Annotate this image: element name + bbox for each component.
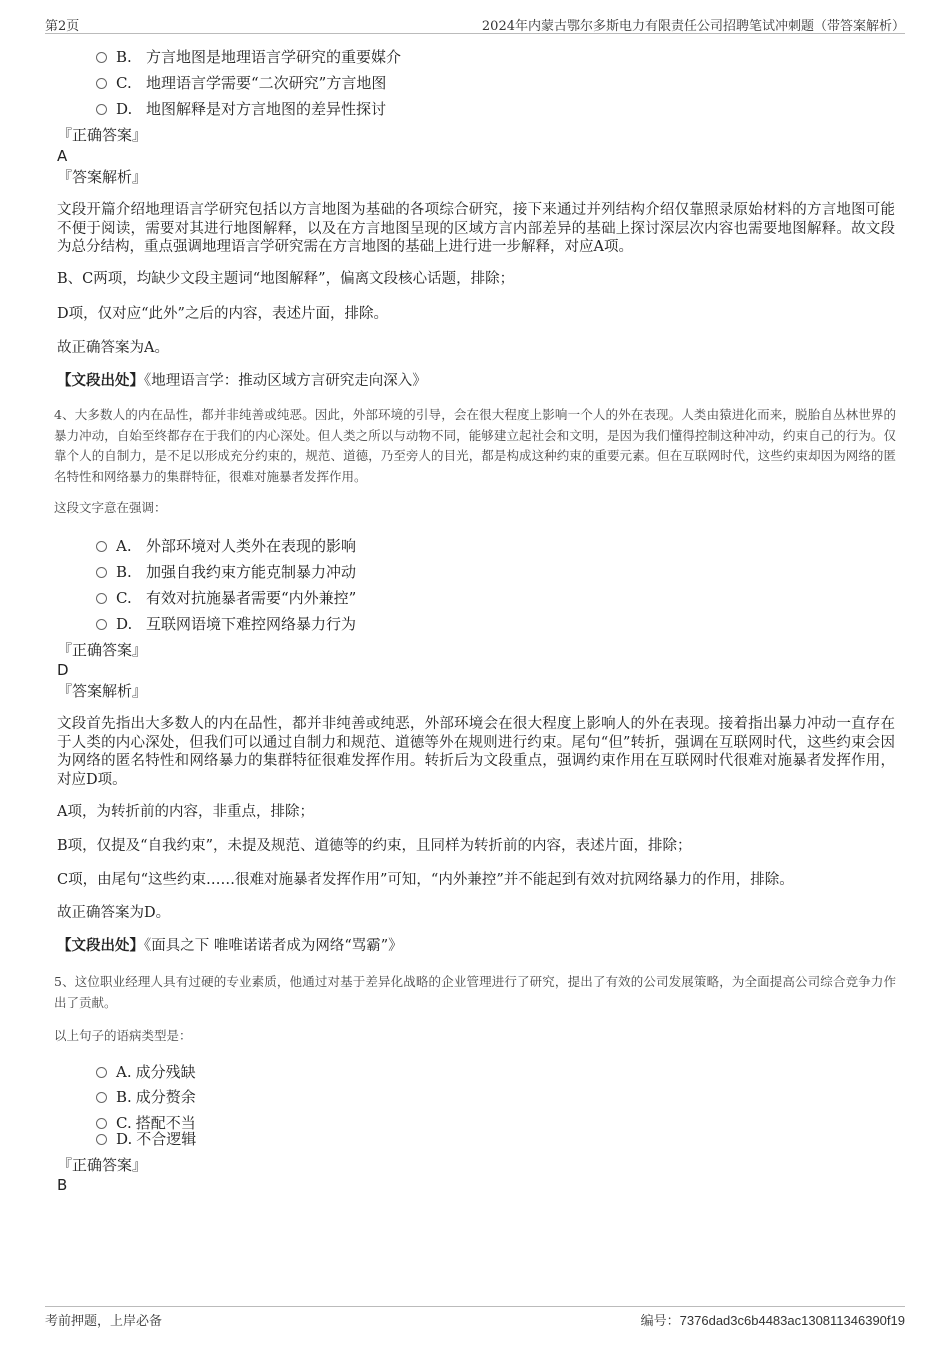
q4-option-d[interactable]: D. 互联网语境下难控网络暴力行为 — [96, 614, 356, 634]
q5-option-a[interactable]: A. 成分残缺 — [96, 1062, 196, 1082]
document-title: 2024年内蒙古鄂尔多斯电力有限责任公司招聘笔试冲刺题（带答案解析） — [481, 19, 905, 34]
q4-analysis-label: 『答案解析』 — [57, 682, 148, 700]
radio-icon[interactable] — [96, 1134, 107, 1145]
q3-answer: A — [57, 147, 68, 165]
source-label: 【文段出处】 — [57, 937, 144, 954]
source-title: 《面具之下 唯唯诺诺者成为网络“骂霸”》 — [144, 938, 403, 954]
q4-analysis-c: C项，由尾句“这些约束……很难对施暴者发挥作用”可知，“内外兼控”并不能起到有效对抗网络暴力的作用，排除。 — [57, 872, 794, 888]
radio-icon[interactable] — [96, 1118, 107, 1129]
q3-analysis-d: D项，仅对应“此外”之后的内容，表述片面，排除。 — [57, 306, 388, 322]
radio-icon[interactable] — [96, 52, 107, 63]
q4-analysis-b: B项，仅提及“自我约束”，未提及规范、道德等的约束，且同样为转折前的内容，表述片面，排除； — [57, 838, 692, 854]
q3-option-d[interactable]: D. 地图解释是对方言地图的差异性探讨 — [96, 99, 386, 119]
q4-analysis-a: A项，为转折前的内容，非重点，排除； — [57, 804, 314, 820]
q5-option-b[interactable]: B. 成分赘余 — [96, 1087, 196, 1107]
q4-stem: 4、大多数人的内在品性，都并非纯善或纯恶。因此，外部环境的引导，会在很大程度上影响一个人的外在表现。人类由猿进化而来，脱胎自丛林世界的暴力冲动，自始至终都存在于我们的内心深处。但人类之所以与动物不同，能够建立起社会和文明，是因为我们懂得控制这种冲动，约束自己的行为。仅靠个人的自制力，是不足以形成充分约束的，规范、道德，乃至旁人的目光，都是构成这种约束的重要元素。但在互联网时代，这些约束却因为网络的匿名特性和网络暴力的集群特征，很难对施暴者发挥作用。 — [54, 407, 896, 484]
footer-slogan: 考前押题，上岸必备 — [45, 1314, 163, 1329]
q4-source — [57, 937, 895, 956]
q3-option-b[interactable]: B. 方言地图是地理语言学研究的重要媒介 — [96, 47, 401, 67]
q3-analysis-conclusion: 故正确答案为A。 — [57, 340, 169, 356]
q4-analysis-conclusion: 故正确答案为D。 — [57, 905, 171, 921]
q3-analysis-bc: B、C两项，均缺少文段主题词“地图解释”，偏离文段核心话题，排除； — [57, 271, 515, 287]
q4-prompt: 这段文字意在强调： — [54, 500, 167, 515]
radio-icon[interactable] — [96, 1067, 107, 1078]
q5-prompt: 以上句子的语病类型是： — [54, 1028, 192, 1043]
q4-option-b[interactable]: B. 加强自我约束方能克制暴力冲动 — [96, 562, 356, 582]
q3-option-c[interactable]: C. 地理语言学需要“二次研究”方言地图 — [96, 73, 386, 93]
source-label: 【文段出处】 — [57, 372, 144, 389]
q3-analysis-label: 『答案解析』 — [57, 168, 148, 186]
page-number: 第2页 — [45, 19, 80, 34]
radio-icon[interactable] — [96, 593, 107, 604]
radio-icon[interactable] — [96, 1092, 107, 1103]
q5-answer: B — [57, 1176, 68, 1194]
document-code: 编号：7376dad3c6b4483ac130811346390f19 — [640, 1313, 905, 1329]
radio-icon[interactable] — [96, 541, 107, 552]
q4-answer: D — [57, 661, 69, 679]
radio-icon[interactable] — [96, 619, 107, 630]
q3-answer-label: 『正确答案』 — [57, 126, 148, 144]
source-title: 《地理语言学：推动区域方言研究走向深入》 — [144, 373, 427, 389]
q5-answer-label: 『正确答案』 — [57, 1156, 148, 1174]
q3-source — [57, 372, 895, 391]
q5-option-d[interactable]: D. 不合逻辑 — [96, 1129, 196, 1149]
q4-analysis-main: 文段首先指出大多数人的内在品性，都并非纯善或纯恶，外部环境会在很大程度上影响人的外在表现。接着指出暴力冲动一直存在于人类的内心深处，但我们可以通过自制力和规范、道德等外在规则进行约束。尾句“但”转折，强调在互联网时代，这些约束会因为网络的匿名特性和网络暴力的集群特征很难发挥作用。转折后为文段重点，强调约束作用在互联网时代很难对施暴者发挥作用，对应D项。 — [57, 716, 895, 788]
page-footer — [45, 1306, 905, 1327]
q4-answer-label: 『正确答案』 — [57, 641, 148, 659]
radio-icon[interactable] — [96, 78, 107, 89]
q5-stem: 5、这位职业经理人具有过硬的专业素质，他通过对基于差异化战略的企业管理进行了研究，提出了有效的公司发展策略，为全面提高公司综合竞争力作出了贡献。 — [54, 974, 896, 1010]
q5-option-c[interactable]: C. 搭配不当 — [96, 1113, 196, 1133]
q4-option-a[interactable]: A. 外部环境对人类外在表现的影响 — [96, 536, 356, 556]
q4-option-c[interactable]: C. 有效对抗施暴者需要“内外兼控” — [96, 588, 356, 608]
page-header — [45, 15, 905, 34]
radio-icon[interactable] — [96, 104, 107, 115]
radio-icon[interactable] — [96, 567, 107, 578]
q3-analysis-main: 文段开篇介绍地理语言学研究包括以方言地图为基础的各项综合研究，接下来通过并列结构介绍仅靠照录原始材料的方言地图可能不便于阅读，需要对其进行地图解释，以及在方言地图呈现的区域方言内部差异的基础上探讨深层次内容也需要地图解释。故文段为总分结构，重点强调地理语言学研究需在方言地图的基础上进行进一步解释，对应A项。 — [57, 202, 895, 255]
